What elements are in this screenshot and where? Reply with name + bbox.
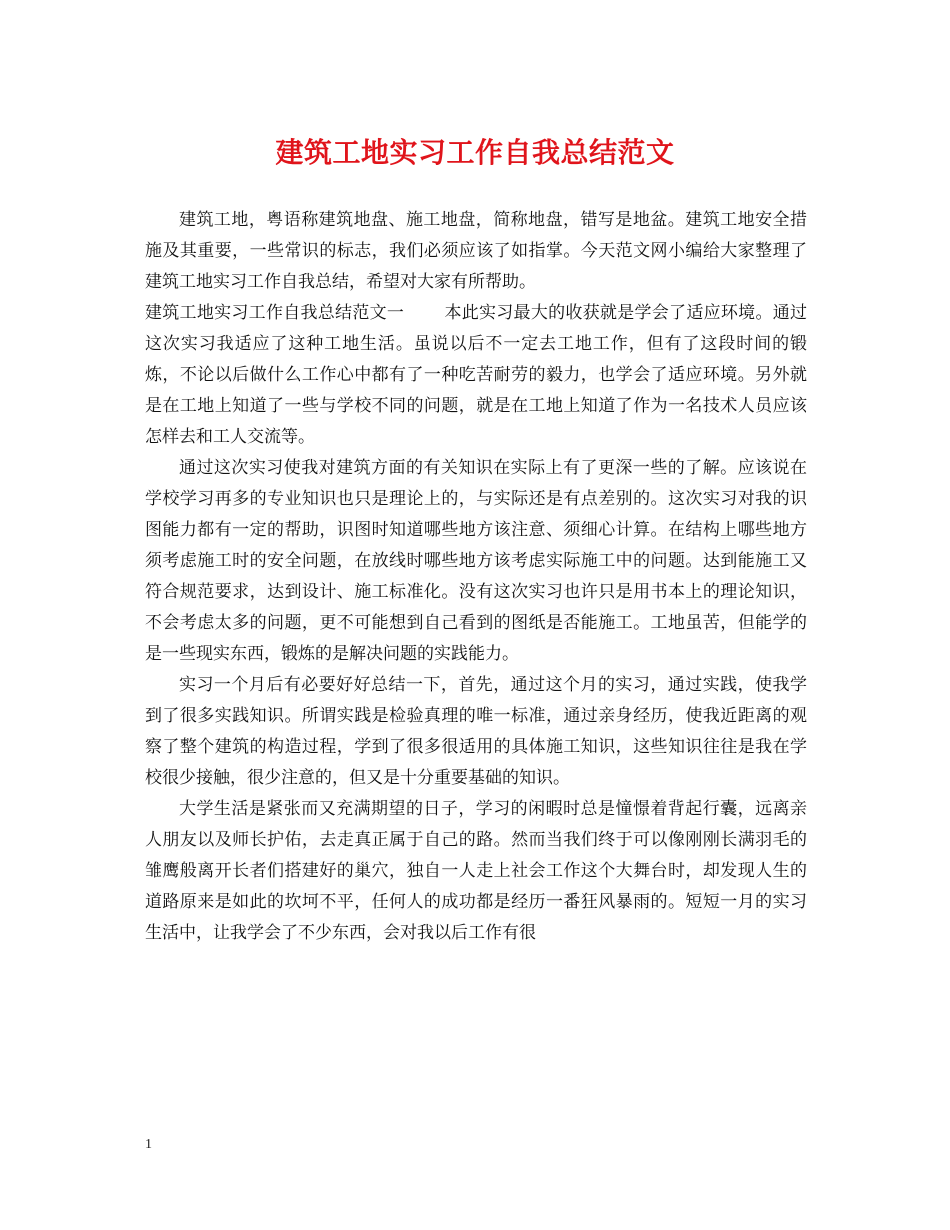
body-paragraph: 大学生活是紧张而又充满期望的日子，学习的闲暇时总是憧憬着背起行囊，远离亲人朋友以及师长护佑，去走真正属于自己的路。然而当我们终于可以像刚刚长满羽毛的雏鹰般离开长者们搭建好的巢穴，独自一人走上社会工作这个大舞台时，却发现人生的道路原来是如此的坎坷不平，任何人的成功都是经历一番狂风暴雨的。短短一月的实习生活中，让我学会了不少东西，会对我以后工作有很 [145, 799, 807, 943]
section-one-text: 本此实习最大的收获就是学会了适应环境。通过这次实习我适应了这种工地生活。虽说以后不一定去工地工作，但有了这段时间的锻炼，不论以后做什么工作心中都有了一种吃苦耐劳的毅力，也学会了适应环境。另外就是在工地上知道了一些与学校不同的问题，就是在工地上知道了作为一名技术人员应该怎样去和工人交流等。 [145, 303, 808, 447]
page-number: 1 [145, 1137, 152, 1152]
body-paragraph: 实习一个月后有必要好好总结一下，首先，通过这个月的实习，通过实践，使我学到了很多实践知识。所谓实践是检验真理的唯一标准，通过亲身经历，使我近距离的观察了整个建筑的构造过程，学到了很多很适用的具体施工知识，这些知识往往是我在学校很少接触，很少注意的，但又是十分重要基础的知识。 [145, 675, 807, 788]
body-paragraph: 通过这次实习使我对建筑方面的有关知识在实际上有了更深一些的了解。应该说在学校学习再多的专业知识也只是理论上的，与实际还是有点差别的。这次实习对我的识图能力都有一定的帮助，识图时知道哪些地方该注意、须细心计算。在结构上哪些地方须考虑施工时的安全问题，在放线时哪些地方该考虑实际施工中的问题。达到能施工又符合规范要求，达到设计、施工标准化。没有这次实习也许只是用书本上的理论知识，不会考虑太多的问题，更不可能想到自己看到的图纸是否能施工。工地虽苦，但能学的是一些现实东西，锻炼的是解决问题的实践能力。 [145, 458, 807, 664]
document-title: 建筑工地实习工作自我总结范文 [275, 136, 675, 169]
document-body [145, 205, 807, 949]
section-one-paragraph [145, 298, 807, 453]
section-heading: 建筑工地实习工作自我总结范文一 [145, 303, 405, 323]
intro-paragraph: 建筑工地，粤语称建筑地盘、施工地盘，简称地盘，错写是地盆。建筑工地安全措施及其重要，一些常识的标志，我们必须应该了如指掌。今天范文网小编给大家整理了建筑工地实习工作自我总结，希望对大家有所帮助。 [145, 210, 807, 292]
